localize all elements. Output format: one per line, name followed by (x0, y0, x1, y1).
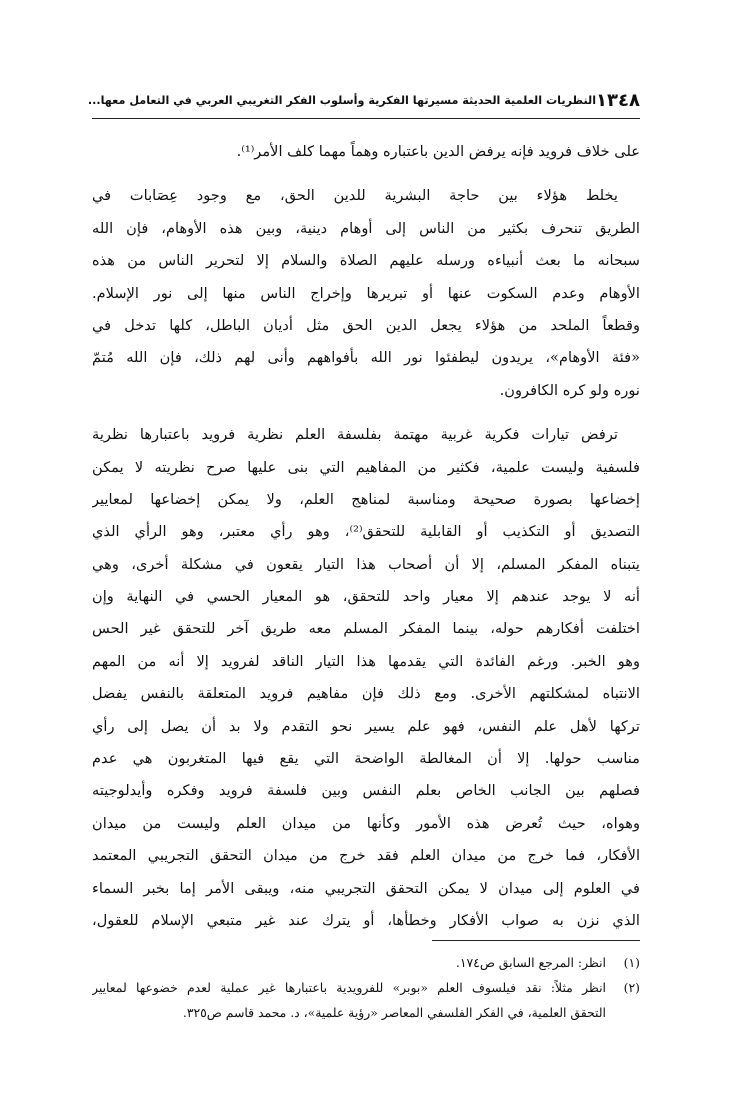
paragraph-1-line: على خلاف فرويد فإنه يرفض الدين باعتباره وهماً مهما كلف الأمر⁽¹⁾. (236, 143, 640, 160)
paragraph-3-line: التصديق أو التكذيب أو القابلية للتحقق⁽²⁾، وهو رأي معتبر، وهو الرأي الذي (92, 523, 640, 541)
footnote-1 (92, 950, 640, 975)
paragraph-3-line: تركها لأهل علم النفس، فهو علم يسير نحو التقدم ولا بد أن يصل إلى رأي (92, 717, 640, 735)
paragraph-2-line: سبحانه ما بعث أنبياءه ورسله عليهم الصلاة والسلام إلا لتحرير الناس من هذه (92, 252, 640, 270)
paragraph-3-line: يتبناه المفكر المسلم، إلا أن أصحاب هذا التيار يقعون في مشكلة أخرى، وهي (92, 555, 640, 573)
footnotes (92, 950, 640, 1025)
running-title: النظريات العلمية الحديثة مسيرتها الفكرية وأسلوب الفكر التغريبي العربي في التعامل معها... (87, 93, 597, 107)
paragraph-2-line: يخلط هؤلاء بين حاجة البشرية للدين الحق، مع وجود عِصَابات في (92, 187, 618, 205)
paragraph-2-line: الأوهام وعدم السكوت عنها أو تبريرها وإخراج الناس منها إلى نور الإسلام. (92, 284, 640, 302)
paragraph-3-line: اختلفت أفكارهم حوله، بينما المفكر المسلم معه طريق آخر للتحقق غير الحس (92, 620, 640, 638)
footnote-text: انظر مثلاً: نقد فيلسوف العلم «بوبر» للفرويدية باعتبارها غير عملية لعدم خضوعها لمعايير (92, 980, 606, 995)
footnote-text: التحقق العلمية، في الفكر الفلسفي المعاصر «رؤية علمية»، د. محمد قاسم ص٣٢٥. (182, 1005, 606, 1020)
page-header (87, 82, 640, 119)
page-number: ١٣٤٨ (596, 89, 640, 111)
paragraph-3-line: الأفكار، فما خرج من ميدان العلم فقد خرج من ميدان التحقق التجريبي المعتمد (92, 847, 640, 865)
paragraph-3-line: مناسب حولها. إلا أن المغالطة الواضحة التي يقع فيها المتغربون هي عدم (92, 750, 640, 768)
paragraph-3-line: فلسفية وليست علمية، فكثير من المفاهيم التي بنى عليها صرح نظريته لا يمكن (92, 458, 640, 476)
paragraph-3-line: وهو الخبر. ورغم الفائدة التي يقدمها هذا التيار الناقد لفرويد إلا أنه من المهم (92, 652, 640, 670)
paragraph-3-line: وهواه، حيث تُعرض هذه الأمور وكأنها من ميدان العلم وليست من ميدان (92, 814, 640, 832)
footnote-number: (٢) (623, 980, 640, 995)
paragraph-2-line: «فئة الأوهام»، يريدون ليطفئوا نور الله بأفواههم وأنى لهم ذلك، فإن الله مُتمّ (92, 349, 640, 367)
paragraph-3-line: الانتباه لمشكلتهم الأخرى. ومع ذلك فإن مفاهيم فرويد المتعلقة بالنفس يفضل (92, 685, 640, 703)
paragraph-2-line: وقطعاً الملحد من هؤلاء يجعل الدين الحق مثل أديان الباطل، كلها تدخل في (92, 316, 640, 334)
paragraph-3-line: أنه لا يوجد عندهم إلا معيار واحد للتحقق، هو المعيار الحسي في النهاية وإن (92, 588, 640, 606)
paragraph-2-line: الطريق تنحرف بكثير من الناس إلى أوهام دينية، وبين هذه الأوهام، فإن الله (92, 219, 640, 237)
paragraph-3-line: فصلهم بين الجانب الخاص بعلم النفس وبين فلسفة فرويد وفكره وأيدلوجيته (92, 782, 640, 800)
footnote-divider (432, 940, 640, 941)
paragraph-3-line: إخضاعها بصورة صحيحة ومناسبة لمناهج العلم، ولا يمكن إخضاعها لمعايير (92, 490, 640, 508)
footnote-number: (١) (623, 955, 640, 970)
paragraph-3-line: الذي نزن به صواب الأفكار وخطأها، أو يترك عند غير متبعي الإسلام للعقول، (92, 911, 640, 929)
footnote-2 (92, 975, 640, 1025)
footnote-text: انظر: المرجع السابق ص١٧٤. (455, 955, 606, 970)
paragraph-2-line: نوره ولو كره الكافرون. (499, 381, 640, 399)
paragraph-3-line: في العلوم إلى ميدان لا يمكن التحقق التجريبي منه، ويبقى الأمر إما بخبر السماء (92, 879, 640, 897)
body-text (92, 136, 640, 937)
paragraph-3-line: ترفض تيارات فكرية غربية مهتمة بفلسفة العلم نظرية فرويد باعتبارها نظرية (92, 426, 618, 444)
